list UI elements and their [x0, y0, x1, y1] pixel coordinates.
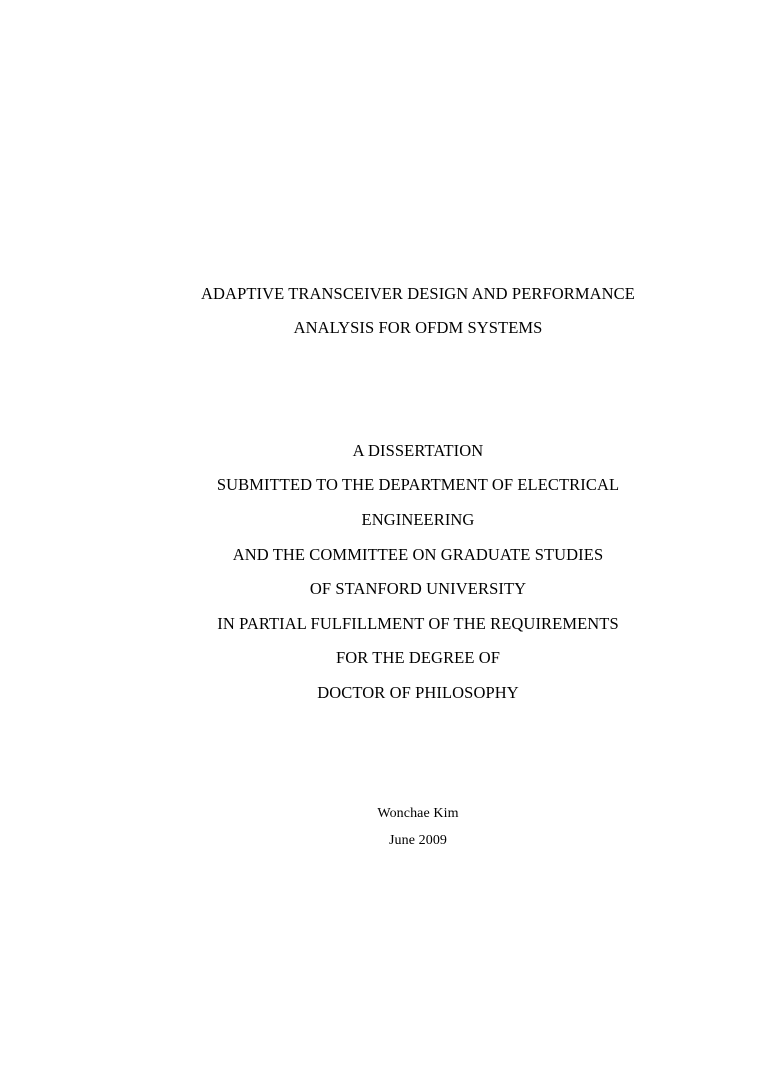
- submission-line-3: ENGINEERING: [361, 510, 475, 529]
- submission-line-6: IN PARTIAL FULFILLMENT OF THE REQUIREMENTS: [217, 614, 619, 633]
- title-line-1: ADAPTIVE TRANSCEIVER DESIGN AND PERFORMANCE: [201, 284, 635, 303]
- submission-line-7: FOR THE DEGREE OF: [335, 648, 501, 667]
- author-name: Wonchae Kim: [377, 806, 459, 821]
- submission-line-4: AND THE COMMITTEE ON GRADUATE STUDIES: [232, 545, 604, 564]
- submission-line-8: DOCTOR OF PHILOSOPHY: [317, 683, 519, 702]
- submission-line-1: A DISSERTATION: [352, 441, 484, 460]
- submission-line-2: SUBMITTED TO THE DEPARTMENT OF ELECTRICAL: [216, 475, 620, 494]
- submission-line-5: OF STANFORD UNIVERSITY: [309, 579, 527, 598]
- submission-date: June 2009: [388, 833, 448, 848]
- title-line-2: ANALYSIS FOR OFDM SYSTEMS: [293, 318, 543, 337]
